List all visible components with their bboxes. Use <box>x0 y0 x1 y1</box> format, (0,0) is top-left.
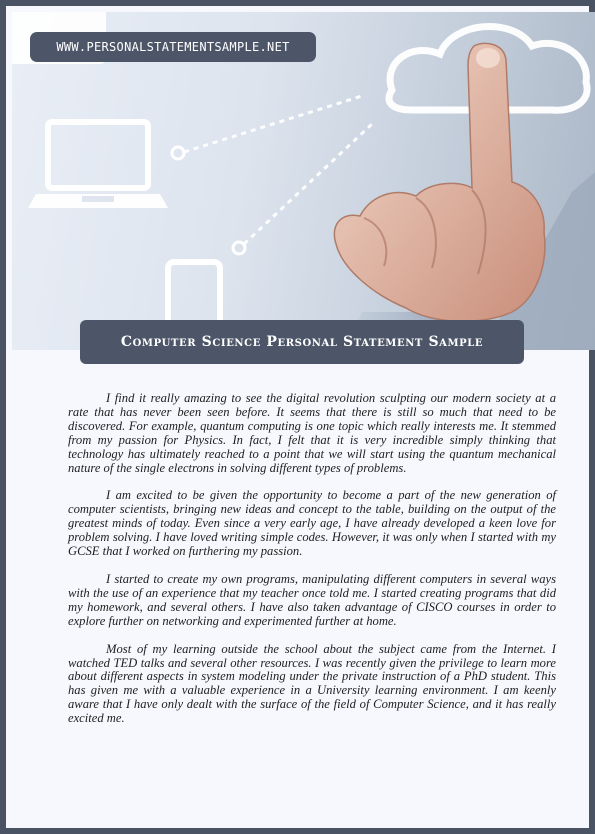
page-title: Computer Science Personal Statement Sample <box>80 320 524 364</box>
hero-illustration <box>12 12 595 350</box>
hero-banner <box>12 12 595 350</box>
paragraph-2: I am excited to be given the opportunity to become a part of the new generation of computer scientists, bringing new ideas and concept to the table, building on the output of the greatest minds of today. Even since a very early age, I have already developed a keen love for problem solving. I have loved writing simple codes. However, it was only when I started with my GCSE that I worked on furthering my passion. <box>68 488 556 559</box>
laptop-icon <box>28 122 168 208</box>
pointing-hand-image <box>334 43 544 321</box>
paragraph-3: I started to create my own programs, manipulating different computers in several ways with the use of an experience that my teacher once told me. I started creating programs that did my homework, and several others. I have also taken advantage of CISCO courses in order to explore further on networking and experimented further at home. <box>68 571 556 628</box>
paragraph-4: Most of my learning outside the school about the subject came from the Internet. I watched TED talks and several other resources. I was recently given the privilege to learn more about different aspects in system modeling under the private instruction of a PhD student. This has given me with a valuable experience in a University learning environment. I am keenly aware that I have only dealt with the surface of the field of Computer Science, and it has really excited me. <box>68 641 556 726</box>
paragraph-1: I find it really amazing to see the digital revolution sculpting our modern society at a rate that has never been seen before. It seems that there is still so much that need to be discovered. For example, quantum computing is one topic which really interests me. It stemmed from my passion for Physics. In fact, I felt that it is very incredible simply thinking that technology has ultimately reached to a point that we will start using the quantum mechanical nature of the single electrons in solving different types of problems. <box>68 391 556 475</box>
website-url-badge[interactable]: WWW.PERSONALSTATEMENTSAMPLE.NET <box>30 32 316 62</box>
statement-body <box>68 392 556 740</box>
